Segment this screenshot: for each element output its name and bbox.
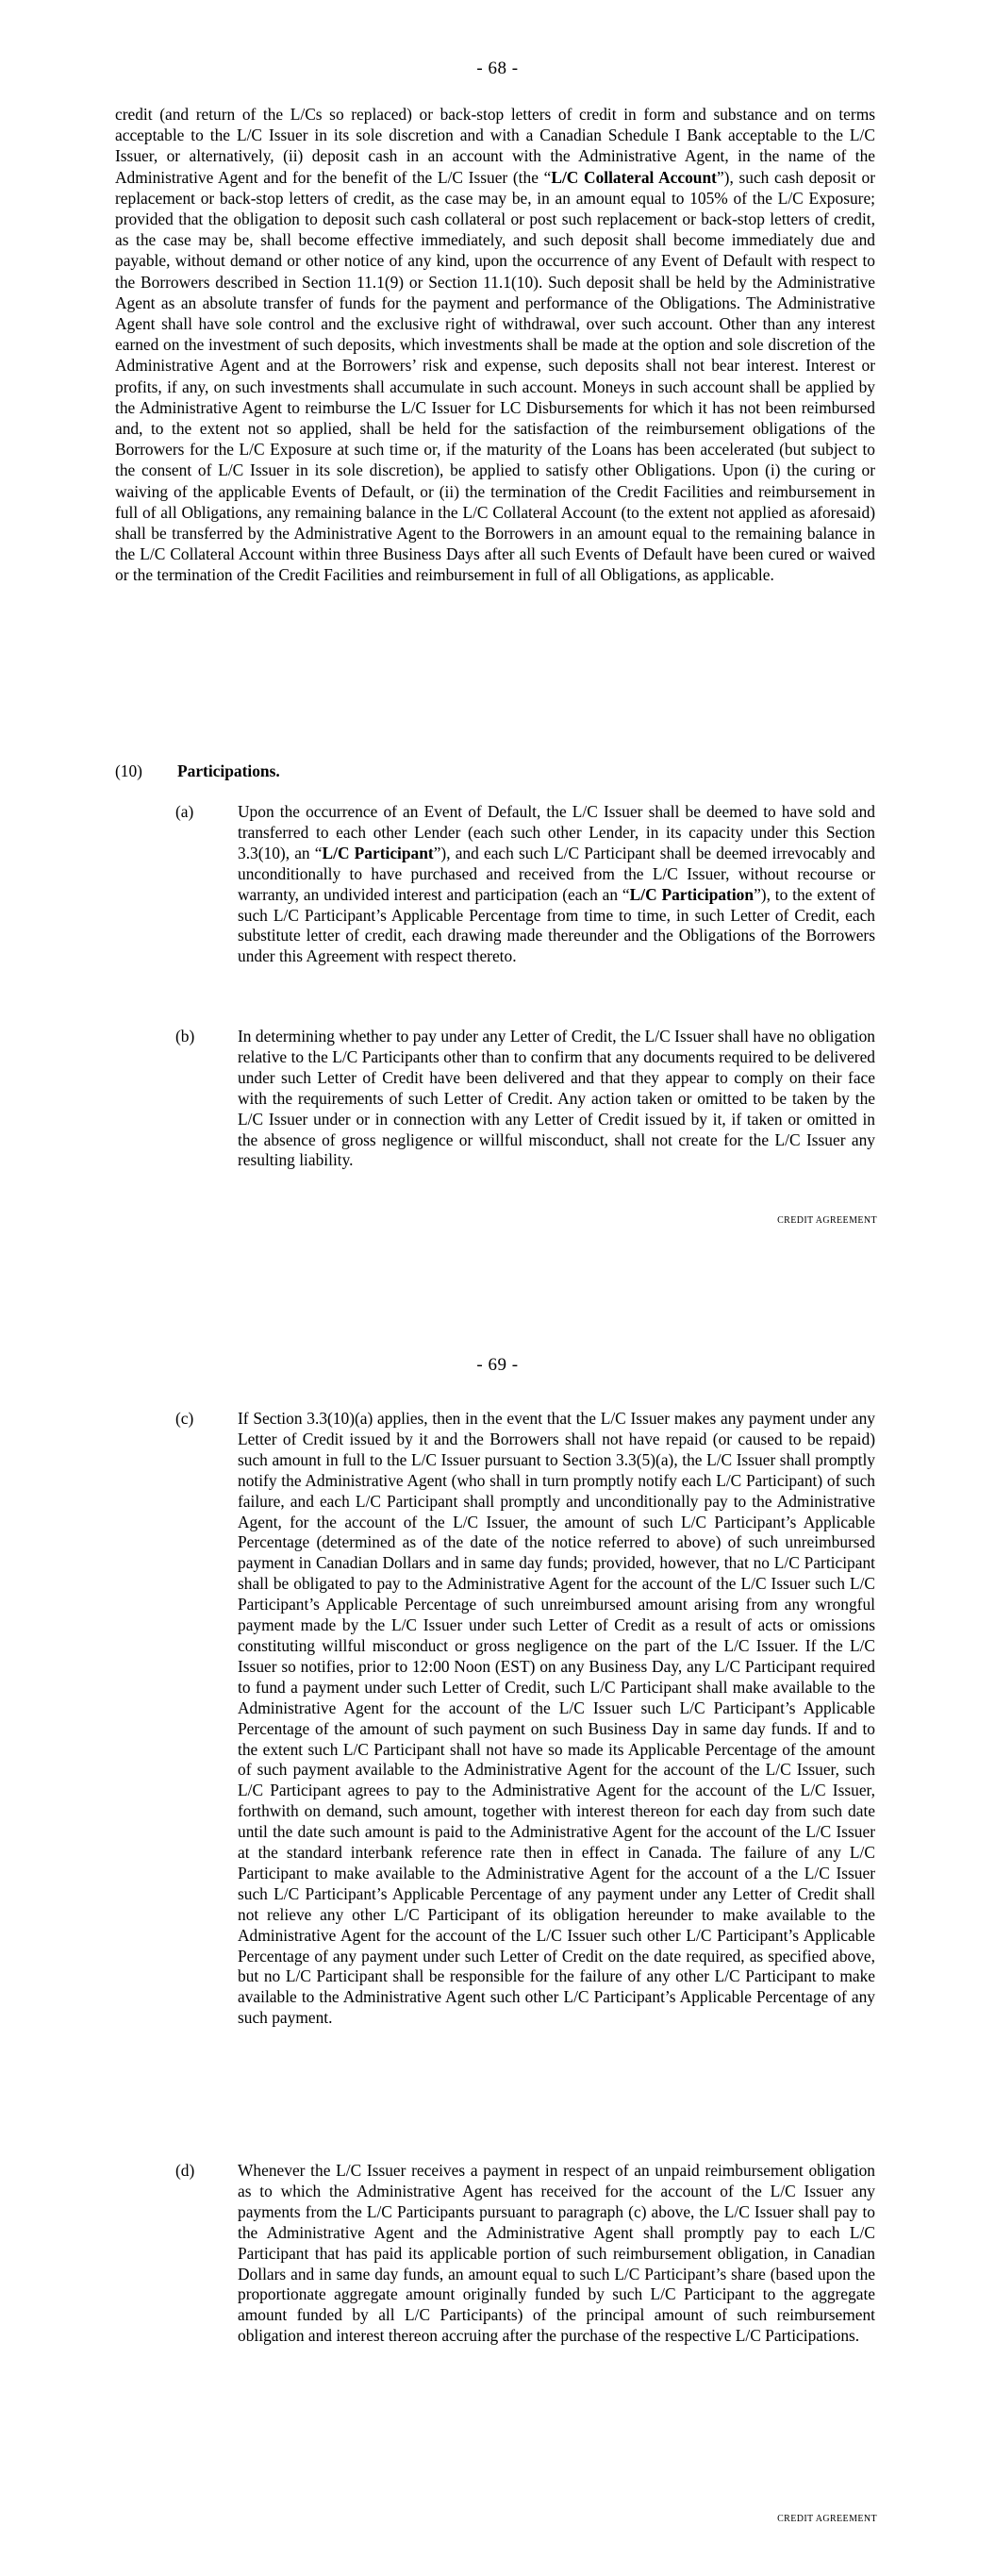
- page-number: - 69 -: [476, 1355, 519, 1375]
- section-number: (10): [115, 761, 142, 780]
- clause-text-part: ”), to the extent of such L/C Participant’s Applicable Percentage from time to time, in such Letter of Credit, each substitute letter of credit, each drawing made thereunder and the Obligations of the Borrowers under this Agreement with respect thereto.: [238, 884, 876, 966]
- defined-term: L/C Collateral Account: [551, 167, 717, 187]
- defined-term: L/C Participant: [322, 843, 434, 862]
- clause-text: [238, 802, 875, 967]
- defined-term: L/C Participation: [629, 884, 755, 904]
- clause-c: [175, 1409, 875, 2029]
- clause-label: (c): [175, 1409, 194, 1428]
- collateral-paragraph: [115, 104, 875, 586]
- clause-label: (a): [175, 802, 194, 821]
- clause-a: [175, 802, 875, 967]
- paragraph-text: credit (and return of the L/Cs so replaced) or back-stop letters of credit in form and substance and on terms acceptable to the L/C Issuer in its sole discretion and with a Canadian Schedule I Bank acceptable to the L/C Issuer, or alternatively, (ii) deposit cash in an account with the Administrative Agent, in the name of the Administrative Agent and for the benefit of the L/C Issuer (the “: [115, 105, 875, 187]
- paragraph-text: ”), such cash deposit or replacement or back-stop letters of credit, as the case may be, in an amount equal to 105% of the L/C Exposure; provided that the obligation to deposit such cash collateral or post such replacement or back-stop letters of credit, as the case may be, shall become effective immediately, and such deposit shall become immediately due and payable, without demand or other notice of any kind, upon the occurrence of any Event of Default with respect to the Borrowers described in Section 11.1(9) or Section 11.1(10). Such deposit shall be held by the Administrative Agent as an absolute transfer of funds for the payment and performance of the Obligations. The Administrative Agent shall have sole control and the exclusive right of withdrawal, over such account. Other than any interest earned on the investment of such deposits, which investments shall be made at the option and sole discretion of the Administrative Agent and at the Borrowers’ risk and expense, such deposits shall not bear interest. Interest or profits, if any, on such investments shall accumulate in such account. Moneys in such account shall be applied by the Administrative Agent to reimburse the L/C Issuer for LC Disbursements for which it has not been reimbursed and, to the extent not so applied, shall be held for the satisfaction of the reimbursement obligations of the Borrowers for the L/C Exposure at such time or, if the maturity of the Loans has been accelerated (but subject to the consent of L/C Issuer in its sole discretion), be applied to satisfy other Obligations. Upon (i) the curing or waiving of the applicable Events of Default, or (ii) the termination of the Credit Facilities and reimbursement in full of all Obligations, any remaining balance in the L/C Collateral Account (to the extent not applied as aforesaid) shall be transferred by the Administrative Agent to the Borrowers in an amount equal to the remaining balance in the L/C Collateral Account within three Business Days after all such Events of Default have been cured or waived or the termination of the Credit Facilities and reimbursement in full of all Obligations, as applicable.: [115, 167, 876, 585]
- clause-d: [175, 2161, 875, 2347]
- clause-label: (b): [175, 1027, 195, 1045]
- page-number: - 68 -: [476, 59, 519, 78]
- clause-text-part: Upon the occurrence of an Event of Default, the L/C Issuer shall be deemed to have sold and transferred to each other Lender (each such other Lender, in its capacity under this Section 3.3(10), an “: [238, 802, 875, 862]
- clause-label: (d): [175, 2161, 195, 2180]
- clause-text: In determining whether to pay under any Letter of Credit, the L/C Issuer shall have no obligation relative to the L/C Participants other than to confirm that any documents required to be delivered under such Letter of Credit have been delivered and that they appear to comply on their face with the requirements of such Letter of Credit. Any action taken or omitted to be taken by the L/C Issuer under or in connection with any Letter of Credit issued by it, if taken or omitted in the absence of gross negligence or willful misconduct, shall not create for the L/C Issuer any resulting liability.: [238, 1027, 875, 1170]
- section-title: Participations.: [177, 761, 280, 780]
- clause-b: [175, 1027, 875, 1171]
- clause-text-part: ”), and each such L/C Participant shall be deemed irrevocably and unconditionally to have purchased and received from the L/C Issuer, without recourse or warranty, an undivided interest and participation (each an “: [238, 843, 875, 904]
- footer-label: CREDIT AGREEMENT: [777, 2514, 877, 2524]
- clause-text: Whenever the L/C Issuer receives a payment in respect of an unpaid reimbursement obligation as to which the Administrative Agent has received for the account of the L/C Issuer any payments from the L/C Participants pursuant to paragraph (c) above, the L/C Issuer shall pay to the Administrative Agent and the Administrative Agent shall promptly pay to each L/C Participant that has paid its applicable portion of such reimbursement obligation, in Canadian Dollars and in same day funds, an amount equal to such L/C Participant’s share (based upon the proportionate aggregate amount originally funded by such L/C Participant to the aggregate amount funded by all L/C Participants) of the principal amount of such reimbursement obligation and interest thereon accruing after the purchase of the respective L/C Participations.: [238, 2161, 875, 2346]
- footer-label: CREDIT AGREEMENT: [777, 1215, 877, 1226]
- clause-text: If Section 3.3(10)(a) applies, then in the event that the L/C Issuer makes any payment under any Letter of Credit issued by it and the Borrowers shall not have repaid (or caused to be repaid) such amount in full to the L/C Issuer pursuant to Section 3.3(5)(a), the L/C Issuer shall promptly notify the Administrative Agent (who shall in turn promptly notify each L/C Participant) of such failure, and each L/C Participant shall promptly and unconditionally pay to the Administrative Agent, for the account of the L/C Issuer, the amount of such L/C Participant’s Applicable Percentage (determined as of the date of the notice referred to above) of such unreimbursed payment in Canadian Dollars and in same day funds; provided, however, that no L/C Participant shall be obligated to pay to the Administrative Agent for the account of the L/C Issuer such L/C Participant’s Applicable Percentage of such unreimbursed amount arising from any wrongful payment made by the L/C Issuer under such Letter of Credit as a result of acts or omissions constituting willful misconduct or gross negligence on the part of the L/C Issuer. If the L/C Issuer so notifies, prior to 12:00 Noon (EST) on any Business Day, any L/C Participant required to fund a payment under such Letter of Credit, such L/C Participant shall make available to the Administrative Agent for the account of the L/C Issuer such L/C Participant’s Applicable Percentage of the amount of such payment on such Business Day in same day funds. If and to the extent such L/C Participant shall not have so made its Applicable Percentage of the amount of such payment available to the Administrative Agent for the account of the L/C Issuer, such L/C Participant agrees to pay to the Administrative Agent for the account of the L/C Issuer, forthwith on demand, such amount, together with interest thereon for each day from such date until the date such amount is paid to the Administrative Agent for the account of the L/C Issuer at the standard interbank reference rate then in effect in Canada. The failure of any L/C Participant to make available to the Administrative Agent for the account of a the L/C Issuer such L/C Participant’s Applicable Percentage of any payment under any Letter of Credit shall not relieve any other L/C Participant of its obligation hereunder to make available to the Administrative Agent for the account of the L/C Issuer such other L/C Participant’s Applicable Percentage of any payment under such Letter of Credit on the date required, as specified above, but no L/C Participant shall be responsible for the failure of any other L/C Participant to make available to the Administrative Agent such other L/C Participant’s Applicable Percentage of any such payment.: [238, 1409, 875, 2028]
- section-heading: [115, 761, 875, 781]
